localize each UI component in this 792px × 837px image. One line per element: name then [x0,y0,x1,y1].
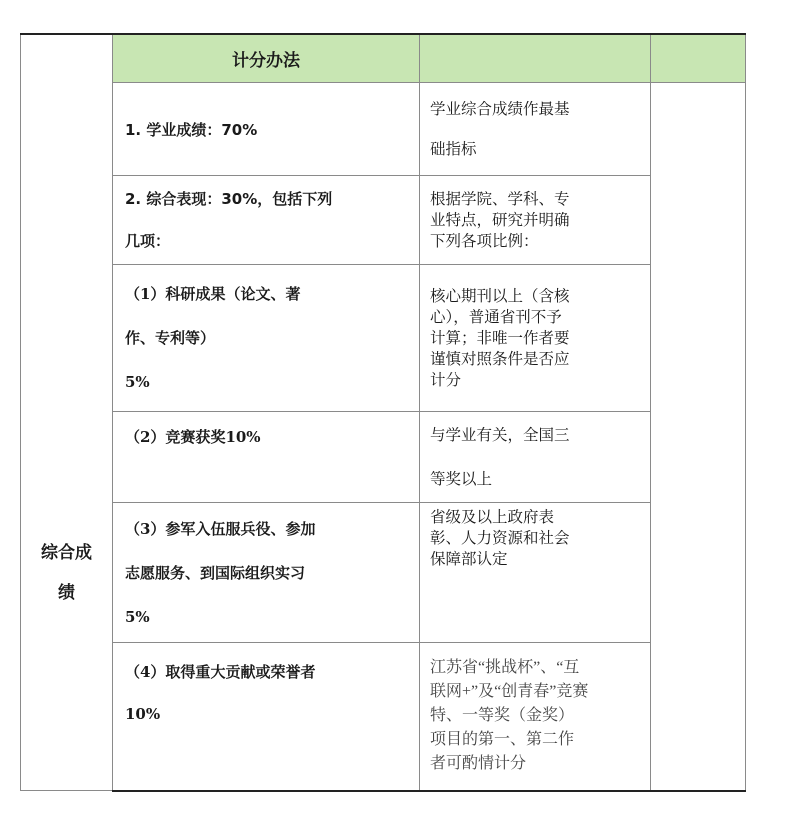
method-text: 2. 综合表现：30%，包括下列 [125,190,333,208]
note-cell-5 [420,503,651,643]
method-text: 1. 学业成绩：70% [125,120,258,139]
method-text: （2）竞赛获奖10% [125,428,261,446]
note-line: 计算；非唯一作者要 [430,328,570,347]
note-line: 彰、人力资源和社会 [430,529,570,547]
note-line: 根据学院、学科、专 [430,189,570,208]
note-line: 与学业有关，全国三 [430,426,570,444]
note-cell-1 [420,83,651,176]
note-line: 学业综合成绩作最基 [430,100,570,118]
header-extra [651,34,746,83]
method-text: （3）参军入伍服兵役、参加 [125,519,316,538]
method-text: （1）科研成果（论文、著 [125,285,301,303]
scoring-table [20,33,746,792]
method-text: 5% [125,373,150,391]
category-cell [21,34,113,791]
note-line: 江苏省“挑战杯”、“互 [430,659,580,677]
note-line: 特、一等奖（金奖） [430,707,575,725]
method-cell-6 [113,643,420,791]
note-line: 者可酌情计分 [430,755,527,773]
note-cell-2 [420,176,651,265]
note-line: 计分 [430,370,462,389]
note-line: 业特点，研究并明确 [430,210,570,229]
note-line: 项目的第一、第二作 [430,731,575,749]
note-line: 联网+”及“创青春”竞赛 [430,683,589,701]
method-cell-5 [113,503,420,643]
category-label-line1: 综合成 [41,542,92,563]
method-text: 作、专利等） [125,329,216,347]
note-line: 省级及以上政府表 [430,508,555,526]
note-cell-4 [420,412,651,503]
method-cell-1 [113,83,420,176]
method-text: （4）取得重大贡献或荣誉者 [125,663,316,681]
method-text: 志愿服务、到国际组织实习 [125,563,306,582]
method-text: 几项： [125,232,171,250]
method-cell-3 [113,265,420,412]
header-method: 计分办法 [113,34,420,83]
method-cell-4 [113,412,420,503]
note-line: 谨慎对照条件是否应 [430,349,570,368]
header-note [420,34,651,83]
method-text: 5% [125,607,150,626]
note-line: 础指标 [430,140,477,158]
method-cell-2 [113,176,420,265]
note-cell-3 [420,265,651,412]
note-line: 保障部认定 [430,550,508,568]
note-cell-6 [420,643,651,791]
note-line: 下列各项比例： [430,231,539,250]
method-text: 10% [125,705,161,723]
extra-cell-1 [651,83,746,791]
note-line: 等奖以上 [430,470,493,488]
note-line: 心），普通省刊不予 [430,307,562,326]
note-line: 核心期刊以上（含核 [430,286,570,305]
category-label-line2: 绩 [58,582,75,603]
